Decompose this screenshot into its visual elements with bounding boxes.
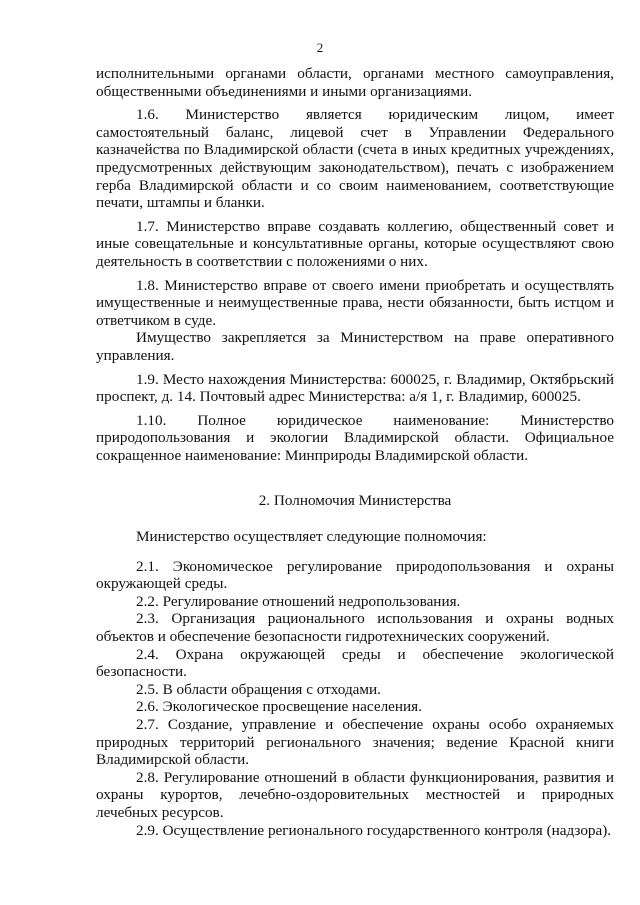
paragraph-1-8: 1.8. Министерство вправе от своего имени приобретать и осуществлять имущественные и неимущественные права, нести обязанности, быть истцом и ответчиком в суде. xyxy=(96,276,614,329)
item-2-3: 2.3. Организация рационального использования и охраны водных объектов и обеспечение безопасности гидротехнических сооружений. xyxy=(96,610,614,646)
document-body xyxy=(96,65,614,839)
section-intro: Министерство осуществляет следующие полномочия: xyxy=(136,528,487,546)
paragraph-1-7: 1.7. Министерство вправе создавать коллегию, общественный совет и иные совещательные и консультативные органы, которые осуществляют свою деятельность в соответствии с положениями о них. xyxy=(96,217,614,270)
item-2-8: 2.8. Регулирование отношений в области функционирования, развития и охраны курортов, лечебно-оздоровительных местностей и природных лечебных ресурсов. xyxy=(96,768,614,821)
item-2-9: 2.9. Осуществление регионального государственного контроля (надзора). xyxy=(136,821,612,839)
page-number: 2 xyxy=(316,40,324,55)
paragraph-continuation: исполнительными органами области, органами местного самоуправления, общественными объединениями и иными организациями. xyxy=(96,65,614,100)
paragraph-property: Имущество закрепляется за Министерством на праве оперативного управления. xyxy=(96,329,614,364)
paragraph-1-10: 1.10. Полное юридическое наименование: Министерство природопользования и экологии Владимирской области. Официальное сокращенное наименование: Минприроды Владимирской области. xyxy=(96,411,614,464)
item-2-4: 2.4. Охрана окружающей среды и обеспечение экологической безопасности. xyxy=(96,645,614,681)
item-2-5: 2.5. В области обращения с отходами. xyxy=(136,680,381,698)
item-2-2: 2.2. Регулирование отношений недропользования. xyxy=(136,592,461,610)
item-2-1: 2.1. Экономическое регулирование природопользования и охраны окружающей среды. xyxy=(96,557,614,593)
item-2-7: 2.7. Создание, управление и обеспечение охраны особо охраняемых природных территорий регионального значения; ведение Красной книги Владимирской области. xyxy=(96,716,614,769)
item-2-6: 2.6. Экологическое просвещение населения. xyxy=(136,698,422,716)
paragraph-1-6: 1.6. Министерство является юридическим лицом, имеет самостоятельный баланс, лицевой счет в Управлении Федерального казначейства по Владимирской области (счета в иных кредитных учреждениях, предусмотренных действующим законодательством), печать с изображением герба Владимирской области и со своим наименованием, соответствующие печати, штампы и бланки. xyxy=(96,106,614,212)
paragraph-1-9: 1.9. Место нахождения Министерства: 600025, г. Владимир, Октябрьский проспект, д. 14. Почтовый адрес Министерства: а/я 1, г. Владимир, 600025. xyxy=(96,370,614,406)
section-heading: 2. Полномочия Министерства xyxy=(258,492,452,510)
